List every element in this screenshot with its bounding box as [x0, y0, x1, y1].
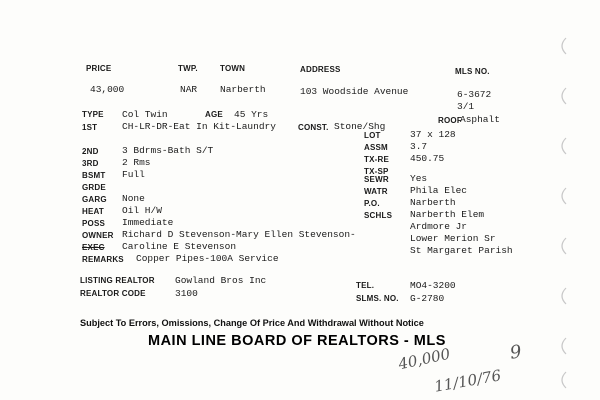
address-label: ADDRESS — [300, 65, 341, 74]
const-value: Stone/Shg — [334, 121, 386, 132]
garg-value: None — [122, 193, 145, 204]
bsmt-label: BSMT — [82, 171, 106, 180]
po-label: P.O. — [364, 199, 380, 208]
grde-label: GRDE — [82, 183, 106, 192]
price-value: 43,000 — [90, 84, 125, 95]
handwritten-price-note: 40,000 — [396, 344, 452, 374]
age-label: AGE — [205, 110, 223, 119]
realtor-code-label: REALTOR CODE — [80, 289, 146, 298]
po-value: Narberth — [410, 197, 456, 208]
owner-label: OWNER — [82, 231, 114, 240]
twp-label: TWP. — [178, 64, 198, 73]
garg-label: GARG — [82, 195, 107, 204]
binder-mark — [562, 238, 566, 254]
binder-mark — [562, 38, 566, 54]
first-floor-value: CH-LR-DR-Eat In Kit-Laundry — [122, 121, 276, 132]
type-label: TYPE — [82, 110, 104, 119]
age-value: 45 Yrs — [234, 109, 269, 120]
heat-label: HEAT — [82, 207, 104, 216]
roof-label: ROOF — [438, 116, 462, 125]
twp-value: NAR — [180, 84, 198, 95]
assm-label: ASSM — [364, 143, 388, 152]
const-label: CONST. — [298, 123, 329, 132]
third-floor-label: 3RD — [82, 159, 99, 168]
handwritten-date: 11/10/76 — [432, 366, 503, 396]
board-title: MAIN LINE BOARD OF REALTORS - MLS — [148, 333, 446, 349]
mls-no-label: MLS NO. — [455, 67, 490, 76]
third-floor-value: 2 Rms — [122, 157, 151, 168]
tel-label: TEL. — [356, 281, 375, 290]
binder-mark — [562, 338, 566, 354]
poss-value: Immediate — [122, 217, 174, 228]
watr-value: Phila Elec — [410, 185, 468, 196]
school-4: St Margaret Parish — [410, 245, 513, 256]
assm-value: 3.7 — [410, 141, 428, 152]
school-1: Narberth Elem — [410, 209, 485, 220]
lot-value: 37 x 128 — [410, 129, 456, 140]
town-value: Narberth — [220, 84, 266, 95]
roof-value: Asphalt — [460, 114, 500, 125]
remarks-label: REMARKS — [82, 255, 124, 264]
first-floor-label: 1ST — [82, 123, 98, 132]
slms-no-label: SLMS. NO. — [356, 294, 399, 303]
bsmt-value: Full — [122, 169, 145, 180]
town-label: TOWN — [220, 64, 246, 73]
exec-value: Caroline E Stevenson — [122, 241, 237, 252]
watr-label: WATR — [364, 187, 388, 196]
exec-label: EXEC — [82, 243, 105, 252]
remarks-value: Copper Pipes-100A Service — [136, 253, 279, 264]
binder-mark — [562, 188, 566, 204]
mls-no-value: 6-3672 — [457, 89, 492, 100]
disclaimer-text: Subject To Errors, Omissions, Change Of Price And Withdrawal Without Notice — [80, 318, 424, 328]
tx-sp-label: TX-SP — [364, 167, 389, 176]
schls-label: SCHLS — [364, 211, 393, 220]
handwritten-mark: 9 — [508, 341, 523, 364]
listing-realtor-value: Gowland Bros Inc — [175, 275, 267, 286]
mls-sub-value: 3/1 — [457, 101, 475, 112]
school-3: Lower Merion Sr — [410, 233, 496, 244]
second-floor-value: 3 Bdrms-Bath S/T — [122, 145, 214, 156]
address-value: 103 Woodside Avenue — [300, 86, 409, 97]
poss-label: POSS — [82, 219, 106, 228]
binder-mark — [562, 372, 566, 388]
school-2: Ardmore Jr — [410, 221, 468, 232]
sewr-value: Yes — [410, 173, 428, 184]
realtor-code-value: 3100 — [175, 288, 198, 299]
listing-realtor-label: LISTING REALTOR — [80, 276, 155, 285]
sewr-label: SEWR — [364, 175, 389, 184]
binder-mark — [562, 138, 566, 154]
lot-label: LOT — [364, 131, 381, 140]
tel-value: MO4-3200 — [410, 280, 456, 291]
price-label: PRICE — [86, 64, 112, 73]
type-value: Col Twin — [122, 109, 168, 120]
slms-no-value: G-2780 — [410, 293, 445, 304]
tx-re-value: 450.75 — [410, 153, 445, 164]
binder-mark — [562, 88, 566, 104]
owner-value: Richard D Stevenson-Mary Ellen Stevenson- — [122, 229, 356, 240]
binder-marks — [548, 0, 600, 400]
heat-value: Oil H/W — [122, 205, 162, 216]
tx-re-label: TX-RE — [364, 155, 389, 164]
binder-mark — [562, 288, 566, 304]
second-floor-label: 2ND — [82, 147, 99, 156]
